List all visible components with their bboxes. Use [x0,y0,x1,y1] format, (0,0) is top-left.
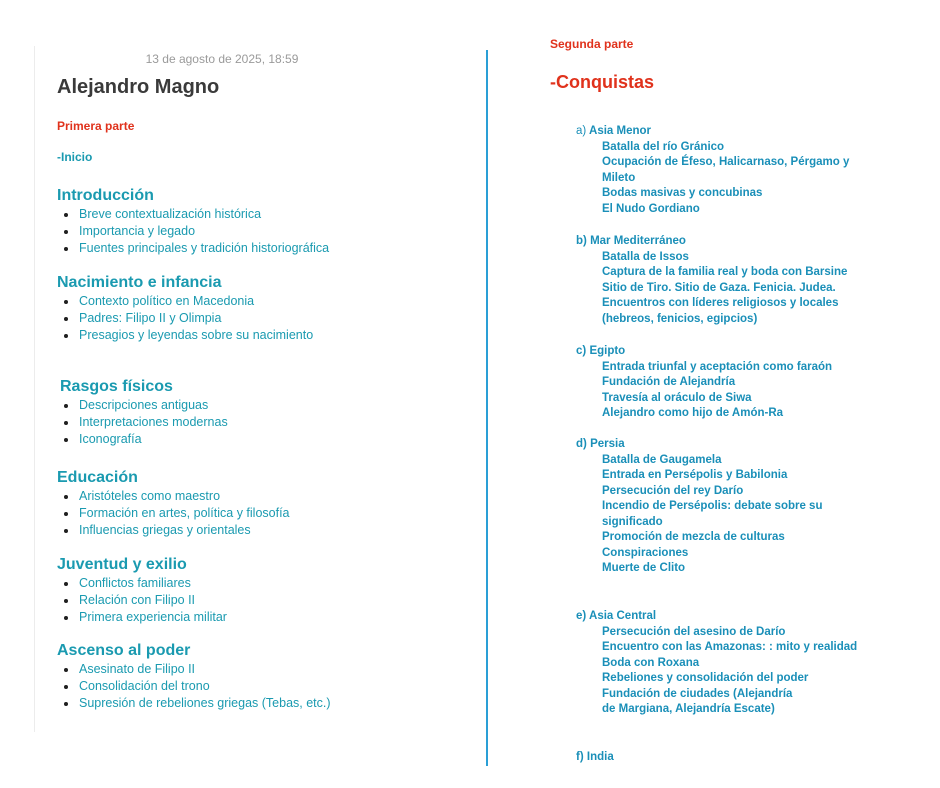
group-item: Bodas masivas y concubinas [602,187,763,199]
group-heading [576,234,847,250]
group-item: Fundación de ciudades (Alejandría [602,687,793,700]
group-egipto [576,344,832,422]
group-item: Encuentro con las Amazonas: : mito y realidad [602,641,858,653]
group-heading [576,750,614,766]
list-item: Descripciones antiguas [79,397,228,414]
column-divider [486,50,488,766]
group-item: El Nudo Gordiano [602,202,700,215]
group-item: Persecución del asesino de Darío [602,625,786,638]
list-item: Asesinato de Filipo II [79,661,331,678]
group-item: Incendio de Persépolis: debate sobre su [602,500,823,512]
section-educacion [57,468,290,539]
group-letter: b) [576,235,587,247]
list-item: Conflictos familiares [79,575,227,592]
group-item: Batalla del río Gránico [602,140,725,153]
group-item: Rebeliones y consolidación del poder [602,672,809,684]
bullet-list [57,488,290,539]
group-item: Alejandro como hijo de Amón-Ra [602,407,784,419]
group-item: Sitio de Tiro. Sitio de Gaza. Fenicia. Judea. [602,281,836,294]
group-letter: f) [576,751,584,763]
part-label-primera: Primera parte [57,119,135,133]
list-item-prefix: Padres: Filipo II y Olimpia [79,311,222,325]
section-heading: Ascenso al poder [57,642,191,659]
group-item: Encuentros con líderes religiosos y locales [602,297,839,309]
list-item [79,310,313,327]
group-heading [576,609,857,625]
group-item: Entrada en Persépolis y Babilonia [602,469,788,481]
group-letter: a) [576,125,587,137]
group-item: Batalla de Gaugamela [602,453,722,466]
group-heading [576,124,849,140]
conquistas-heading: -Conquistas [550,72,655,92]
group-item: Persecución del rey Darío [602,484,744,497]
group-asia-menor [576,124,849,217]
section-juventud [57,555,227,626]
section-introduccion [57,186,329,257]
group-item: Batalla de Issos [602,250,689,263]
group-mar-mediterraneo [576,234,847,327]
list-item: Fuentes principales y tradición historiográfica [79,241,330,255]
list-item: Relación con Filipo II [79,592,227,609]
bullet-list [57,575,227,626]
list-item: Presagios y leyendas sobre su nacimiento [79,328,314,342]
group-item: Boda con Roxana [602,656,700,669]
group-letter: e) [576,610,587,622]
left-page-edge [34,46,35,732]
group-letter: d) [576,438,587,450]
group-asia-central [576,609,857,718]
list-item: Consolidación del trono [79,678,331,695]
section-heading: Juventud y exilio [57,556,187,573]
bullet-list [57,206,329,257]
group-letter: c) [576,345,587,357]
section-rasgos [60,377,228,448]
section-ascenso [57,641,331,712]
list-item: Interpretaciones modernas [79,415,228,429]
group-item: (hebreos, fenicios, egipcios) [602,312,758,325]
group-item: Muerte de Clito [602,562,686,574]
group-name: Asia Central [589,610,657,622]
group-heading [576,344,832,360]
section-heading: Rasgos físicos [60,378,173,395]
inicio-heading: -Inicio [57,150,93,164]
group-name: Mar Mediterráneo [590,235,686,247]
list-item: Primera experiencia militar [79,610,227,624]
group-item: Ocupación de Éfeso, Halicarnaso, Pérgamo y [602,156,850,168]
list-item: Formación en artes, política y filosofía [79,506,290,520]
part-label-segunda: Segunda parte [550,37,634,51]
group-india [576,750,614,766]
bullet-list [57,293,313,344]
group-item: Travesía al oráculo de Siwa [602,391,752,404]
list-item: Iconografía [79,431,228,448]
group-item: Captura de la familia real y boda con Barsine [602,266,848,278]
group-heading [576,437,822,453]
list-item: Importancia y legado [79,223,329,240]
list-item: Breve contextualización histórica [79,206,329,223]
list-item: Aristóteles como maestro [79,488,290,505]
section-heading: Introducción [57,187,154,204]
section-heading: Nacimiento e infancia [57,274,222,291]
group-item: de Margiana, Alejandría Escate) [602,703,775,715]
group-persia [576,437,822,577]
group-name: Asia Menor [589,125,652,137]
note-title[interactable]: Alejandro Magno [57,76,220,98]
group-name: India [586,751,614,763]
group-item: Entrada triunfal y aceptación como faraón [602,360,833,373]
group-item: Fundación de Alejandría [602,376,736,388]
group-item: significado [602,515,663,528]
note-timestamp: 13 de agosto de 2025, 18:59 [145,52,299,66]
group-name: Egipto [589,345,626,357]
group-item: Promoción de mezcla de culturas [602,531,785,543]
group-item: Conspiraciones [602,546,689,559]
bullet-list [60,397,228,448]
list-item: Supresión de rebeliones griegas (Tebas, etc.) [79,696,331,710]
group-name: Persia [590,438,625,450]
list-item: Influencias griegas y orientales [79,522,290,539]
section-heading: Educación [57,469,138,486]
list-item: Contexto político en Macedonia [79,293,313,310]
bullet-list [57,661,331,712]
section-nacimiento [57,273,313,344]
group-item: Mileto [602,171,636,184]
